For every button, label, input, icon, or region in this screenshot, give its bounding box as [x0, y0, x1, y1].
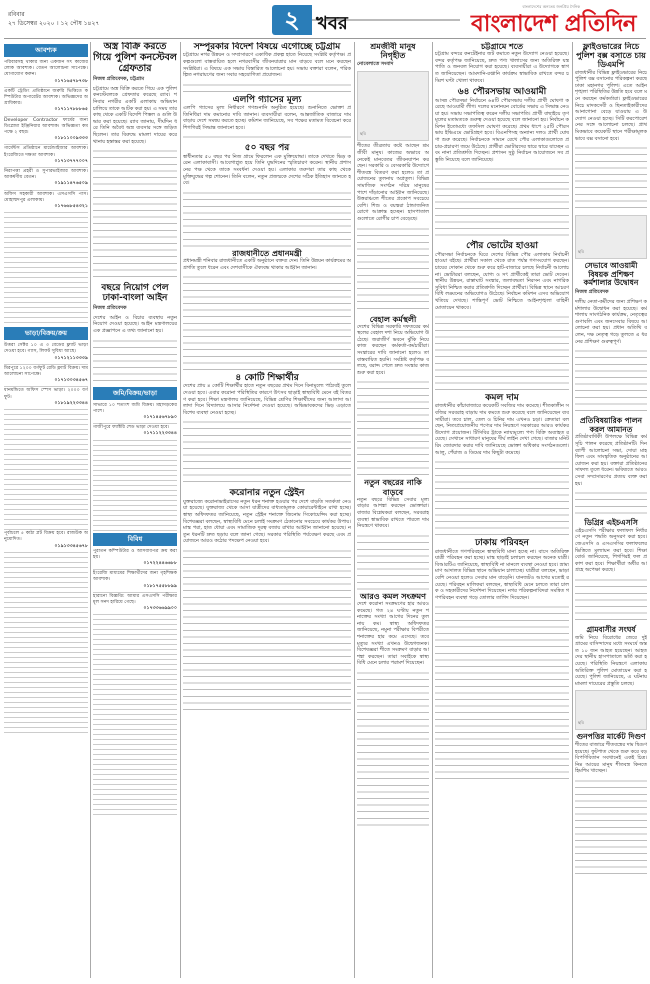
classified-ad[interactable]: হারানো বিজ্ঞপ্তি: আমার এসএসসি পরীক্ষার মূল সনদ হারিয়ে গেছে। ০১৭৩৩৬৬৯৯০০ [93, 593, 177, 616]
article-body: রাজধানীতে গণপরিবহনে স্বাস্থ্যবিধি মানা হচ্ছে না। বাসে অতিরিক্ত যাত্রী পরিবহন করা হচ্ছে। মাস্ক ছাড়াই চলাচল করছেন অনেক যাত্রী। বিআরটিএ জানিয়েছে, স্বাস্থ্যবিধি না মানলে ব্যবস্থা নেওয়া হবে। ভ্রাম্যমাণ আদালত বিভিন্ন স্থানে অভিযান চালাচ্ছে। যাত্রীরা বলছেন, ভাড়া বেশি নেওয়া হলেও সেবার মান বাড়েনি। যানজটও আগের মতোই রয়েছে। পরিবহন মালিকরা বলছেন, স্বাস্থ্যবিধি মেনে চলতে তারা চালক ও সহকারীদের নির্দেশনা দিয়েছেন। নগর পরিকল্পনাবিদরা সমন্বিত গণপরিবহন ব্যবস্থা গড়ে তোলার তাগিদ দিয়েছেন। [435, 548, 569, 601]
classified-text-block [4, 410, 88, 530]
classified-ad[interactable]: একটি ট্রেডিং প্রতিষ্ঠানে জরুরি ভিত্তিতে কম্পিউটার অপারেটর আবশ্যক। অভিজ্ঞদের অগ্রাধিকার। ০১৭১১৭৮৮৮৬৫ [4, 88, 88, 117]
article-text [183, 271, 351, 371]
article-body: স্বাধীনতার ৫০ বছর পর নিজ গ্রামে ফিরলেন এক মুক্তিযোদ্ধা। তাকে দেখতে ভিড় করেন এলাকাবাসী। আবেগাপ্লুত হয়ে তিনি যুদ্ধদিনের স্মৃতিচারণ করেন। স্থানীয় প্রশাসনের পক্ষ থেকে তাকে সংবর্ধনা দেওয়া হয়। এলাকার তরুণরা তার কাছ থেকে মুক্তিযুদ্ধের গল্প শোনেন। তিনি বলেন, নতুন প্রজন্মকে দেশের সঠিক ইতিহাস জানতে হবে। [183, 153, 351, 187]
article-text [357, 223, 429, 313]
headline[interactable]: ঢাকায় পরিবহন [475, 538, 529, 549]
header-divider [4, 38, 646, 39]
article-body: দেশের প্রায় ৪ কোটি শিক্ষার্থীর হাতে নতুন বছরের প্রথম দিনে বিনামূল্যে পাঠ্যবই তুলে দেওয়া হবে। এবার করোনা পরিস্থিতির কারণে উৎসব ছাড়াই স্বাস্থ্যবিধি মেনে বই বিতরণ করা হবে। শিক্ষা মন্ত্রণালয় জানিয়েছে, বিভিন্ন শ্রেণির শিক্ষার্থীদের জন্য আলাদা আলাদা দিনে বিদ্যালয়ে আসার নির্দেশনা দেওয়া হয়েছে। অভিভাবকদের ভিড় এড়াতে বিশেষ ব্যবস্থা নেওয়া হচ্ছে। [183, 383, 351, 416]
article-column-2 [93, 42, 177, 978]
headline[interactable]: রাজধানীতে প্রধানমন্ত্রী [232, 248, 302, 258]
classified-ad[interactable]: সাভারে ১০ শতাংশ জমি বিক্রয়। মহাসড়কের পাশে। ০১৭১৪৫৬৭৮৯০ [93, 402, 177, 425]
classified-ad[interactable]: পরিবারসহ থাকার জন্য একজন সৎ কাজের লোক আবশ্যক। বেতন আলোচনা সাপেক্ষে। যোগাযোগ করুন। ০১৭১৬৫৭৮৭৩৮ [4, 59, 88, 88]
article-text [93, 335, 177, 385]
classified-text-block [4, 553, 88, 733]
article-body: শীতের বাজারে শীতবস্ত্রের দাম দ্বিগুণ হয়েছে। ফুটপাত থেকে শুরু করে বড় বিপণিবিতান সবখানেই একই চিত্র। নিম্ন আয়ের মানুষ শীতবস্ত্র কিনতে হিমশিম খাচ্ছেন। [575, 741, 647, 775]
article-text [575, 345, 647, 415]
classified-ad[interactable]: Developer Contractor ফার্মের জন্য ডিপ্লোমা ইঞ্জিনিয়ার আবশ্যক। অভিজ্ঞতা কমপক্ষে ২ বছর। ০১৮১১০০৯৩৩৩ [4, 117, 88, 146]
headline[interactable]: গ্রামবাসীর সংঘর্ষ [586, 624, 636, 634]
classifieds-column [4, 42, 88, 978]
article-column-5 [357, 42, 429, 978]
section-number-badge: ২ [272, 5, 312, 35]
column-divider [432, 42, 433, 978]
article-text [93, 145, 177, 280]
classified-ad[interactable]: গাজীপুরে ফ্যাক্টরি শেড ভাড়া দেওয়া হবে। ০১৭১১২২৩৩৪৪ [93, 424, 177, 440]
article-body: এলপি গ্যাসের মূল্য নির্ধারণে গণশুনানি অনুষ্ঠিত হয়েছে। শুনানিতে ভোক্তা প্রতিনিধিরা দাম কমানোর দাবি জানান। ব্যবসায়ীরা বলেন, আন্তর্জাতিক বাজারে দাম বাড়ায় দেশে সমন্বয় করতে হচ্ছে। কমিশন জানিয়েছে, সব পক্ষের মতামত বিবেচনা করে শিগগিরই সিদ্ধান্ত জানানো হবে। [183, 105, 351, 131]
headline[interactable]: সেভাবে আওয়ামী বিষয়ক প্রশিক্ষণ কর্মশালার উদ্বোধন [583, 261, 639, 288]
classified-ad[interactable]: ধানমন্ডিতে অফিস স্পেস ভাড়া। ২০০০ বর্গফুট। ০১৮১৯২২৩৩৪৪ [4, 387, 88, 410]
logo-tagline: বাংলাদেশের অন্যতম জনপ্রিয় দৈনিক [522, 4, 580, 9]
article-text [183, 187, 351, 247]
classified-heading: ভাড়া/বিক্রয়/ক্রয় [4, 327, 88, 340]
article-body: প্রতিষ্ঠাবার্ষিকী উপলক্ষে বিভিন্ন কর্মসূচি পালন করেছে প্রতিষ্ঠানটি। দিনব্যাপী আলোচনা সভা, দোয়া মাহফিল এবং সাংস্কৃতিক অনুষ্ঠানের আয়োজন করা হয়। বক্তারা প্রতিষ্ঠানের সাফল্য তুলে ধরেন। ভবিষ্যতে আরও সেবা সম্প্রসারণের প্রত্যয় ব্যক্ত করা হয়। [575, 434, 647, 487]
classified-ad[interactable]: ইংরেজি মাধ্যমের শিক্ষার্থীদের জন্য গৃহশিক্ষক আবশ্যক। ০১৮১৭৫৫৮৮৯৯ [93, 570, 177, 593]
article-text [183, 131, 351, 141]
news-photo: ছবি [575, 690, 647, 730]
classified-ad[interactable]: গার্মেন্টস প্রতিষ্ঠানে মার্চেন্ডাইজার আবশ্যক। ইংরেজিতে দক্ষতা আবশ্যক। ০১৭১৩৭৭৭০০৭ [4, 145, 88, 168]
headline[interactable]: কমল দাম [485, 393, 519, 404]
classified-text-block [4, 213, 88, 325]
classified-ad[interactable]: পূর্বাচলে ৫ কাঠা প্লট বিক্রয় হবে। রাজউক অনুমোদিত। ০১৯১৩৩৪৫৬৭৮ [4, 530, 88, 553]
article-body: চট্টগ্রাম বন্দরে কনটেইনার জট কমাতে নতুন উদ্যোগ নেওয়া হয়েছে। বন্দর কর্তৃপক্ষ জানিয়েছে, দ্রুত পণ্য খালাসের জন্য অতিরিক্ত যন্ত্রপাতি ও জনবল নিয়োগ করা হয়েছে। ব্যবসায়ীরা এ উদ্যোগকে স্বাগত জানিয়েছেন। আমদানি-রপ্তানি কার্যক্রম স্বাভাবিক রাখতে বন্দর চব্বিশ ঘণ্টা খোলা থাকবে। [435, 51, 569, 84]
headline[interactable]: শ্রমজীবী মানুষ নিগৃহীত [370, 42, 416, 61]
headline[interactable]: ৫০ বছর পর [244, 143, 290, 154]
article-text [575, 487, 647, 517]
article-text [357, 667, 429, 827]
article-body: আসন্ন পৌরসভা নির্বাচনে ৬৪টি পৌরসভায় দলীয় প্রার্থী ঘোষণা করেছে আওয়ামী লীগ। দলের মনোনয়ন বোর্ডের সভায় এ সিদ্ধান্ত নেওয়া হয়। সভায় সভাপতিত্ব করেন দলীয় সভাপতি। প্রার্থী বাছাইয়ে তৃণমূলের মতামতকে গুরুত্ব দেওয়া হয়েছে বলে জানানো হয়। নির্বাচন কমিশন ইতোমধ্যে তফসিল ঘোষণা করেছে। প্রথম ধাপে ২৫টি পৌরসভায় ইভিএমে ভোটগ্রহণ হবে। বিএনপিসহ অন্যান্য দলও প্রার্থী ঘোষণা শুরু করেছে। নির্বাচনকে সামনে রেখে পৌর এলাকাগুলোতে প্রচার-প্রচারণা জমে উঠেছে। প্রার্থীরা ভোটারদের দ্বারে দ্বারে যাচ্ছেন এবং নানা প্রতিশ্রুতি দিচ্ছেন। প্রশাসন সুষ্ঠু নির্বাচন আয়োজনে সব প্রস্তুতি নিয়েছে বলে জানিয়েছে। [435, 97, 569, 163]
headline[interactable]: বেহাল কর্মস্থলী [369, 314, 417, 324]
headline[interactable]: চট্টগ্রামে শতে [480, 42, 524, 51]
classified-text-block [93, 615, 177, 815]
date-block [8, 10, 99, 28]
classified-ad[interactable]: নিরাপত্তা প্রহরী ও সুপারভাইজার আবশ্যক। আকর্ষণীয় বেতন। ০১৯১১৪৭৬৫০৯ [4, 168, 88, 191]
article-body: এইচএসসি পরীক্ষার ফলাফল নির্ধারণে নতুন পদ্ধতি অনুসরণ করা হবে। জেএসসি ও এসএসসির ফলাফলের ভিত্তিতে মূল্যায়ন করা হবে। শিক্ষা বোর্ড জানিয়েছে, শিগগিরই ফল প্রকাশ করা হবে। শিক্ষার্থীরা অধীর আগ্রহে অপেক্ষা করছে। [575, 527, 647, 574]
right-column [575, 42, 647, 978]
column-divider [354, 42, 355, 978]
classified-text-block [93, 441, 177, 531]
classified-ad[interactable]: পুরাতন কম্পিউটার ও আসবাবপত্র ক্রয় করা হয়। ০১৭২২৪৪৬৬৮৮ [93, 548, 177, 571]
article-text [357, 530, 429, 590]
byline: নিজস্ব প্রতিবেদক [93, 304, 127, 311]
center-block [183, 42, 351, 978]
article-body: রাজধানীর বিভিন্ন ফ্লাইওভারের নিচে পুলিশ বক্স বসানোর পরিকল্পনা করছে ঢাকা মহানগর পুলিশ। এতে আইনশৃঙ্খলা পরিস্থিতির উন্নতি হবে বলে মনে করছেন কর্মকর্তারা। ফ্লাইওভারের নিচে মাদকসেবী ও ছিনতাইকারীদের আনাগোনা বেড়ে যাওয়ায় এ উদ্যোগ নেওয়া হচ্ছে। সিটি করপোরেশনের সঙ্গে আলোচনা চলছে। প্রাথমিকভাবে কয়েকটি স্থানে পরীক্ষামূলকভাবে বক্স বসানো হবে। [575, 69, 647, 142]
headline[interactable]: ৬৪ পৌরসভায় আওয়ামী [457, 87, 547, 98]
article-body: নতুন বছরে বিভিন্ন সেবার মূল্য বাড়ার আশঙ্কা করছেন ভোক্তারা। বাজার বিশ্লেষকরা বলছেন, সরবরাহ ব্যবস্থা স্বাভাবিক রাখতে পারলে দাম নিয়ন্ত্রণে থাকবে। [357, 496, 429, 530]
byline: নিজস্ব প্রতিবেদক [575, 288, 609, 295]
headline[interactable]: পৌর ভোটের হাওয়া [466, 241, 538, 252]
classified-ad[interactable]: অফিস সহকারী আবশ্যক। এসএসসি পাস। মোহাম্মদপুর এলাকায়। ০১৭৬৬৮৫৪৩২১ [4, 191, 88, 214]
byline: নোবেলাতে সংবাদ [357, 61, 394, 68]
article-body: জমি নিয়ে বিরোধের জেরে দুই গ্রামের বাসিন্দাদের মধ্যে সংঘর্ষে অন্তত ১০ জন আহত হয়েছেন। আহতদের স্থানীয় হাসপাতালে ভর্তি করা হয়েছে। পরিস্থিতি নিয়ন্ত্রণে এলাকায় অতিরিক্ত পুলিশ মোতায়েন করা হয়েছে। পুলিশ জানিয়েছে, এ ঘটনায় মামলা দায়েরের প্রস্তুতি চলছে। [575, 634, 647, 687]
headline[interactable]: ফ্লাইওভারের নিচে পুলিশ বক্স বসাতে চায় ডিএমপি [576, 42, 646, 70]
article-text [357, 376, 429, 476]
article-text [435, 601, 569, 781]
article-text [435, 311, 569, 391]
article-body: দেশে করোনা সংক্রমণের হার আরও কমেছে। গত ২৪ ঘণ্টায় নতুন শনাক্তের সংখ্যা আগের দিনের তুলনায় কম। স্বাস্থ্য অধিদফতর জানিয়েছে, নমুনা পরীক্ষার বিপরীতে শনাক্তের হার কমে এসেছে। তবে মৃত্যুর সংখ্যা এখনও উদ্বেগজনক। বিশেষজ্ঞরা শীতে সংক্রমণ বাড়ার আশঙ্কা করছেন। তারা সবাইকে স্বাস্থ্যবিধি মেনে চলার পরামর্শ দিয়েছেন। [357, 600, 429, 667]
article-text [435, 163, 569, 239]
news-photo: ছবি [575, 215, 647, 259]
article-text [435, 456, 569, 536]
article-text [575, 775, 647, 875]
column-divider [572, 42, 573, 978]
article-text [183, 79, 351, 93]
page-header [0, 0, 650, 40]
column-divider [90, 42, 91, 978]
classified-heading: জমি/বিক্রয়/ভাড়া [93, 387, 177, 400]
article-body: প্রধানমন্ত্রী শনিবার রাজধানীতে একটি অনুষ্ঠানে বক্তব্য দেন। তিনি উন্নয়ন কার্যক্রমের অগ্রগতি তুলে ধরেন এবং দেশবাসীকে ঐক্যবদ্ধ থাকার আহ্বান জানান। [183, 257, 351, 271]
classified-heading: আবশ্যক [4, 44, 88, 57]
article-text [183, 416, 351, 486]
article-text [183, 545, 351, 715]
headline[interactable]: গুনপত্তির মার্কেট দিগুণ [576, 732, 646, 742]
column-divider [180, 42, 181, 978]
classified-ad[interactable]: মিরপুরে ১২০০ বর্গফুট রেডি ফ্ল্যাট বিক্রয়। দাম আলোচনা সাপেক্ষে। ০১৭১৩০৩৪৫৬৭ [4, 365, 88, 388]
article-body: চট্টগ্রামে নগর উন্নয়ন ও সম্প্রসারণে একাধিক প্রকল্প হাতে নিয়েছে সংশ্লিষ্ট কর্তৃপক্ষ। প্রকল্পগুলো বাস্তবায়িত হলে নগরবাসীর জীবনযাত্রার মান বাড়বে বলে মনে করছেন সংশ্লিষ্টরা। এ বিষয়ে এক সভায় বিস্তারিত আলোচনা হয়। সভায় বক্তারা বলেন, পরিকল্পিত নগরায়ণের জন্য সবার সহযোগিতা প্রয়োজন। [183, 52, 351, 79]
classified-heading: বিবিধ [93, 533, 177, 546]
weekday: রবিবার [8, 11, 25, 18]
byline: নিজস্ব প্রতিবেদক, চট্টগ্রাম [93, 75, 144, 82]
article-text [575, 574, 647, 624]
article-text [575, 142, 647, 212]
article-body: দেশের আইন ও বিচার ব্যবস্থায় নতুন নিয়োগ দেওয়া হয়েছে। আইন মন্ত্রণালয়ের এক প্রজ্ঞাপনে এ তথ্য জানানো হয়। [93, 314, 177, 334]
headline[interactable]: করোনার নতুন স্ট্রেইন [229, 488, 305, 499]
headline[interactable]: নতুন বছরের নাকি বাড়বে [364, 478, 422, 497]
article-body: শীতের তীব্রতায় কষ্টে আছেন শ্রমজীবী মানুষ। কাজের অভাবে অনেকেই মানবেতর জীবনযাপন করছেন। সরকারি ও বেসরকারি উদ্যোগে শীতবস্ত্র বিতরণ করা হলেও তা প্রয়োজনের তুলনায় অপ্রতুল। বিভিন্ন সামাজিক সংগঠন দরিদ্র মানুষের পাশে দাঁড়ানোর আহ্বান জানিয়েছে। উত্তরাঞ্চলে শীতের প্রকোপ সবচেয়ে বেশি। শিশু ও বয়স্করা ঠান্ডাজনিত রোগে আক্রান্ত হচ্ছেন। হাসপাতালগুলোতে রোগীর চাপ বেড়েছে। [357, 143, 429, 222]
article-body: যুক্তরাজ্যে করোনাভাইরাসের নতুন ধরন শনাক্ত হওয়ার পর দেশে বাড়তি সতর্কতা নেওয়া হয়েছে। যুক্তরাজ্য থেকে আসা যাত্রীদের বাধ্যতামূলক কোয়ারেন্টাইনে রাখা হচ্ছে। স্বাস্থ্য অধিদফতর জানিয়েছে, নতুন স্ট্রেইন শনাক্তে জিনোম সিকোয়েন্সিং করা হচ্ছে। বিশেষজ্ঞরা বলছেন, স্বাস্থ্যবিধি মেনে চলাই সংক্রমণ ঠেকানোর সবচেয়ে কার্যকর উপায়। মাস্ক পরা, হাত ধোয়া এবং সামাজিক দূরত্ব বজায় রাখার আহ্বান জানানো হয়েছে। নতুন ধরনটি দ্রুত ছড়ায় বলে জানা গেছে। সরকার পরিস্থিতি পর্যবেক্ষণ করছে এবং প্রয়োজনে আরও কঠোর পদক্ষেপ নেওয়া হবে। [183, 498, 351, 545]
headline[interactable]: অস্ত্র বিক্রি করতে গিয়ে পুলিশ কনস্টেবল গ্রেফতার [93, 42, 177, 74]
article-body: চট্টগ্রামে অস্ত্র বিক্রি করতে গিয়ে এক পুলিশ কনস্টেবলকে গ্রেফতার করেছে র‍্যাব। শনিবার নগরীর একটি এলাকায় অভিযান চালিয়ে তাকে আটক করা হয়। এ সময় তার কাছ থেকে একটি বিদেশি পিস্তল ও গুলি উদ্ধার করা হয়েছে। র‍্যাব জানায়, দীর্ঘদিন ধরে তিনি অবৈধ অস্ত্র ব্যবসার সঙ্গে জড়িত ছিলেন। তার বিরুদ্ধে মামলা দায়ের করে থানায় হস্তান্তর করা হয়েছে। [93, 85, 177, 145]
right-center-block [435, 42, 569, 978]
headline[interactable]: এলপি গ্যাসের মূল্য [232, 94, 302, 105]
headline[interactable]: আরও কমল সংক্রমণ [360, 591, 426, 601]
article-body: দেশের বিভিন্ন সরকারি দফতরের কর্মস্থলের বেহাল দশা নিয়ে অভিযোগ উঠেছে। জরাজীর্ণ ভবনে ঝুঁকি নিয়ে কাজ করছেন কর্মকর্তা-কর্মচারীরা। সংস্কারের দাবি জানানো হলেও তা বাস্তবায়িত হয়নি। সংশ্লিষ্ট কর্তৃপক্ষ বলছে, বরাদ্দ পেলে দ্রুত সংস্কার কাজ শুরু করা হবে। [357, 323, 429, 376]
newspaper-logo[interactable]: বাংলাদেশ প্রতিদিন [470, 10, 636, 37]
classified-ad[interactable]: উত্তরা সেক্টর ১০ এ ৩ বেডের ফ্ল্যাট ভাড়া দেওয়া হবে। গ্যাস, লিফট সুবিধা আছে। ০১৭১২১১৩৩৩৯ [4, 342, 88, 365]
article-body: পৌরসভা নির্বাচনকে ঘিরে দেশের বিভিন্ন পৌর এলাকায় নির্বাচনী হাওয়া বইছে। প্রার্থীরা সকাল থেকে রাত পর্যন্ত গণসংযোগ করছেন। চায়ের দোকান থেকে শুরু করে হাট-বাজারে চলছে নির্বাচনী আলোচনা। ভোটাররা বলছেন, যোগ্য ও সৎ প্রার্থীকেই তারা ভোট দেবেন। স্থানীয় উন্নয়ন, রাস্তাঘাট সংস্কার, জলাবদ্ধতা নিরসন এবং নাগরিক সুবিধা নিশ্চিত করার প্রতিশ্রুতি দিচ্ছেন প্রার্থীরা। বিভিন্ন স্থানে আচরণবিধি লঙ্ঘনের অভিযোগও উঠেছে। নির্বাচন কমিশন এসব অভিযোগ খতিয়ে দেখছে। শান্তিপূর্ণ ভোট নিশ্চিতে আইনশৃঙ্খলা বাহিনী মোতায়েন থাকবে। [435, 251, 569, 311]
headline[interactable]: ৪ কোটি শিক্ষার্থীর [235, 373, 299, 384]
section-name: খবর [316, 13, 348, 34]
date-line: ২৭ ডিসেম্বর ২০২০ । ১২ পৌষ ১৪২৭ [8, 20, 100, 27]
article-body: রাজধানীর কাঁচাবাজারে কয়েকটি সবজির দাম কমেছে। শীতকালীন সবজির সরবরাহ বাড়ায় দাম কমতে শুরু করেছে বলে জানিয়েছেন ব্যবসায়ীরা। তবে চাল, তেল ও চিনির দাম এখনও চড়া। ক্রেতারা বলছেন, নিত্যপ্রয়োজনীয় পণ্যের দাম নিয়ন্ত্রণে সরকারের আরও কার্যকর উদ্যোগ প্রয়োজন। টিসিবির ট্রাকে ন্যায্যমূল্যে পণ্য বিক্রি অব্যাহত রয়েছে। সেখানে সাধারণ মানুষের দীর্ঘ লাইন দেখা গেছে। বাজার মনিটরিং জোরদার করার দাবি জানিয়েছে ভোক্তা অধিকার সংগঠনগুলো। আলু, পেঁয়াজ ও ডিমের দাম কিছুটা কমেছে। [435, 403, 569, 456]
headline[interactable]: সম্পূরকার বিদেশ বিষয়ে এগোচ্ছে চট্টগ্রাম [193, 42, 341, 52]
headline[interactable]: প্রতিবিষয়ারিক পালন করল আমানত [580, 416, 642, 434]
headline[interactable]: ডিগ্রির এইচএসসি [584, 518, 638, 528]
headline[interactable]: বছরে নিয়োগ পেল ঢাকা-বাংলা আইন [101, 283, 169, 304]
article-body: দলীয় নেতা-কর্মীদের জন্য প্রশিক্ষণ কর্মশালার উদ্বোধন করা হয়েছে। কর্মশালায় সাংগঠনিক কার্যক্রম, নেতৃত্বের গুণাবলি এবং জনসেবার বিষয়ে আলোচনা করা হয়। প্রধান অতিথি বলেন, দক্ষ নেতৃত্ব গড়ে তুলতে এ ধরনের প্রশিক্ষণ গুরুত্বপূর্ণ। [575, 298, 647, 345]
news-photo: ছবি [357, 71, 429, 141]
